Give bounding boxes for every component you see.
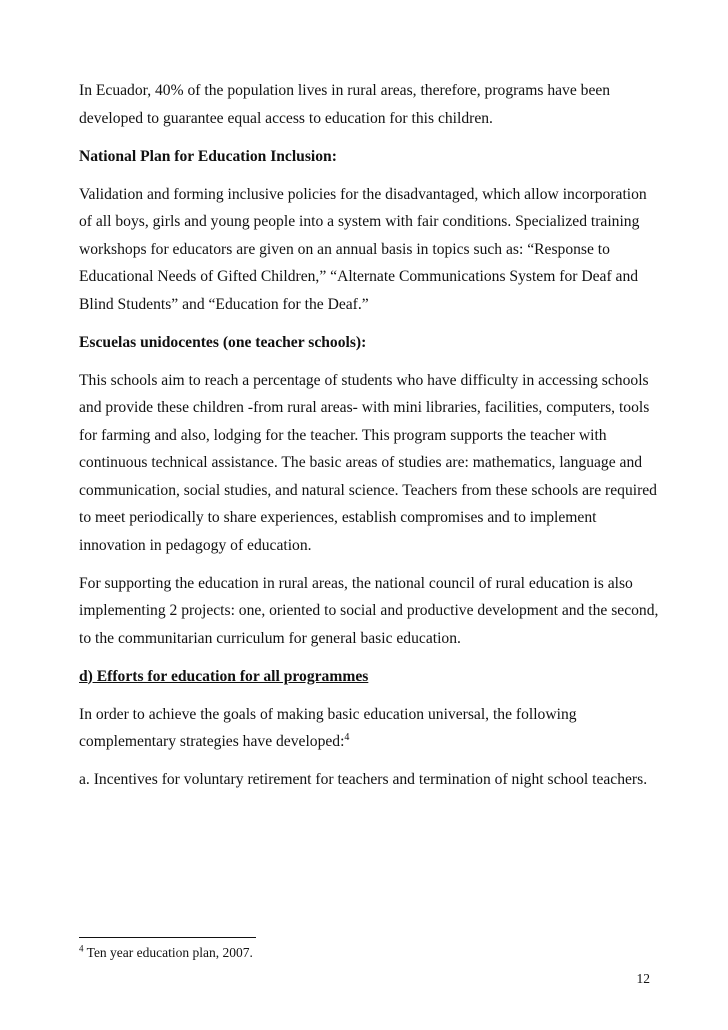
body-text bbox=[79, 77, 659, 804]
footnote-text: Ten year education plan, 2007. bbox=[86, 945, 253, 960]
footnote bbox=[79, 943, 253, 963]
paragraph-incentives: a. Incentives for voluntary retirement for teachers and termination of night school teachers. bbox=[79, 771, 648, 788]
page-number: 12 bbox=[636, 971, 650, 986]
paragraph-efforts-text: In order to achieve the goals of making basic education universal, the following complementary strategies have developed: bbox=[79, 705, 577, 750]
paragraph-inclusion: Validation and forming inclusive policies for the disadvantaged, which allow incorporation of all boys, girls and young people into a system with fair conditions. Specialized training workshops for educators are given on an annual basis in topics such as: “Response to Educational Needs of Gifted Children,” “Alternate Communications System for Deaf and Blind Students” and “Education for the Deaf.” bbox=[79, 185, 647, 313]
footnote-separator bbox=[79, 937, 256, 938]
heading-education-inclusion: National Plan for Education Inclusion: bbox=[79, 147, 337, 165]
heading-efforts-education: d) Efforts for education for all programmes bbox=[79, 667, 369, 685]
paragraph-efforts bbox=[79, 701, 659, 756]
paragraph-intro: In Ecuador, 40% of the population lives in rural areas, therefore, programs have been developed to guarantee equal access to education for this children. bbox=[79, 82, 611, 127]
paragraph-rural-education: For supporting the education in rural areas, the national council of rural education is also implementing 2 projects: one, oriented to social and productive development and the second, to the communitarian curriculum for general basic education. bbox=[79, 574, 659, 647]
footnote-marker: 4 bbox=[79, 943, 84, 954]
footnote-reference: 4 bbox=[344, 731, 350, 743]
paragraph-escuelas: This schools aim to reach a percentage of students who have difficulty in accessing schools and provide these children -from rural areas- with mini libraries, facilities, computers, tools for farming and also, lodging for the teacher. This program supports the teacher with continuous technical assistance. The basic areas of studies are: mathematics, language and communication, social studies, and natural science. Teachers from these schools are required to meet periodically to share experiences, establish compromises and to implement innovation in pedagogy of education. bbox=[79, 371, 657, 554]
heading-escuelas-unidocentes: Escuelas unidocentes (one teacher schools): bbox=[79, 333, 367, 351]
